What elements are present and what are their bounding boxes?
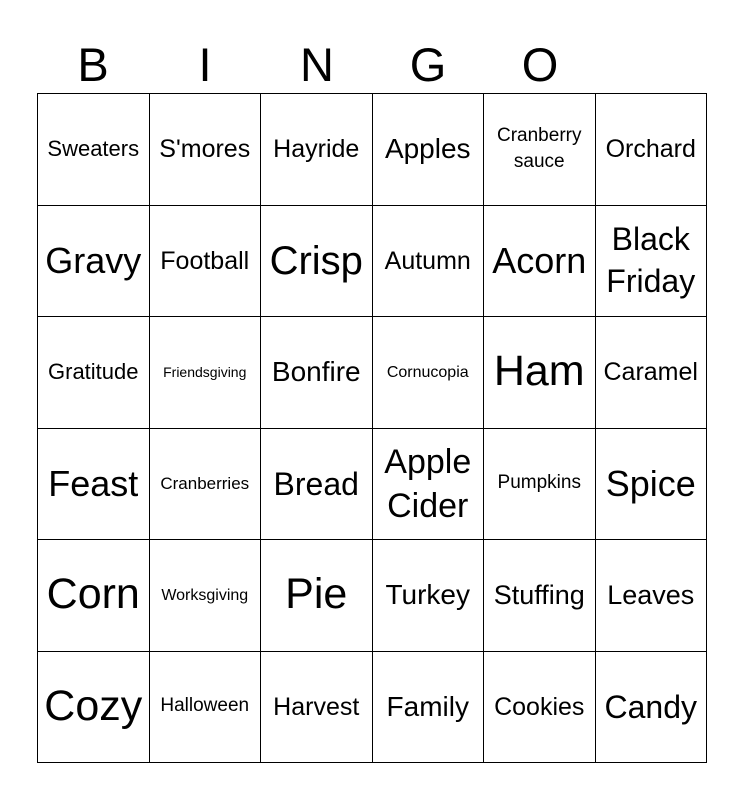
cell-label: Gratitude xyxy=(48,359,139,385)
cell-label: Bonfire xyxy=(271,356,361,388)
bingo-cell[interactable] xyxy=(261,429,373,541)
cell-label: Gravy xyxy=(45,240,142,282)
cell-label: Black Friday xyxy=(606,221,696,299)
bingo-cell[interactable] xyxy=(38,317,150,429)
bingo-cell[interactable] xyxy=(38,429,150,541)
bingo-cell[interactable] xyxy=(38,94,150,206)
cell-label: Football xyxy=(160,246,250,275)
bingo-cell[interactable] xyxy=(261,652,373,764)
cell-label: Cozy xyxy=(44,681,143,730)
bingo-cell[interactable] xyxy=(484,652,596,764)
cell-label: Turkey xyxy=(385,579,471,611)
cell-label: Friendsgiving xyxy=(163,363,247,380)
cell-label: Pumpkins xyxy=(497,472,581,494)
bingo-cell[interactable] xyxy=(150,206,262,318)
bingo-cell[interactable] xyxy=(484,94,596,206)
cell-label: Cranberries xyxy=(160,473,250,493)
bingo-cell[interactable] xyxy=(373,540,485,652)
bingo-cell[interactable] xyxy=(38,652,150,764)
bingo-cell[interactable] xyxy=(484,206,596,318)
cell-label: Feast xyxy=(48,463,139,505)
bingo-header xyxy=(37,36,707,94)
bingo-cell[interactable] xyxy=(373,206,485,318)
cell-label: Family xyxy=(386,690,469,722)
bingo-cell[interactable] xyxy=(261,540,373,652)
bingo-cell[interactable] xyxy=(596,317,708,429)
bingo-cell[interactable] xyxy=(596,206,708,318)
bingo-cell[interactable] xyxy=(373,317,485,429)
bingo-cell[interactable] xyxy=(150,540,262,652)
bingo-cell[interactable] xyxy=(596,540,708,652)
bingo-card-grid xyxy=(37,93,707,763)
header-letter-n: N xyxy=(300,38,334,91)
cell-label: Halloween xyxy=(160,695,250,717)
bingo-cell[interactable] xyxy=(373,94,485,206)
cell-label: Cornucopia xyxy=(386,363,469,381)
bingo-cell[interactable] xyxy=(38,540,150,652)
cell-label: Sweaters xyxy=(47,136,140,162)
cell-label: Pie xyxy=(285,570,348,619)
cell-label: Orchard xyxy=(605,135,696,164)
header-letter-i: I xyxy=(198,38,212,91)
cell-label: Worksgiving xyxy=(161,586,249,604)
cell-label: Stuffing xyxy=(493,580,585,611)
cell-label: Leaves xyxy=(607,580,695,611)
bingo-cell[interactable] xyxy=(484,429,596,541)
bingo-cell[interactable] xyxy=(261,206,373,318)
cell-label: Harvest xyxy=(273,692,360,721)
cell-label: Corn xyxy=(46,570,140,619)
cell-label: Candy xyxy=(604,688,697,725)
bingo-cell[interactable] xyxy=(150,652,262,764)
cell-label: Acorn xyxy=(492,240,587,282)
cell-label: S'mores xyxy=(159,135,251,164)
cell-label: Crisp xyxy=(269,238,363,283)
cell-label: Spice xyxy=(605,463,696,505)
cell-label: Cranberry sauce xyxy=(497,124,582,173)
bingo-cell[interactable] xyxy=(261,94,373,206)
bingo-cell[interactable] xyxy=(373,429,485,541)
bingo-cell[interactable] xyxy=(373,652,485,764)
header-letter-g: G xyxy=(409,38,447,91)
cell-label: Apple Cider xyxy=(384,442,472,525)
bingo-cell[interactable] xyxy=(484,540,596,652)
bingo-cell[interactable] xyxy=(261,317,373,429)
bingo-cell[interactable] xyxy=(596,652,708,764)
bingo-cell[interactable] xyxy=(150,317,262,429)
cell-label: Hayride xyxy=(273,135,360,164)
bingo-cell[interactable] xyxy=(150,94,262,206)
cell-label: Caramel xyxy=(603,358,698,387)
cell-label: Cookies xyxy=(494,692,585,721)
header-letter-b: B xyxy=(77,38,109,91)
cell-label: Autumn xyxy=(384,246,471,275)
cell-label: Ham xyxy=(493,347,585,396)
cell-label: Apples xyxy=(384,133,471,165)
bingo-cell[interactable] xyxy=(596,94,708,206)
bingo-cell[interactable] xyxy=(38,206,150,318)
header-letter-o: O xyxy=(521,38,559,91)
bingo-cell[interactable] xyxy=(150,429,262,541)
cell-label: Bread xyxy=(273,465,359,502)
bingo-cell[interactable] xyxy=(484,317,596,429)
bingo-cell[interactable] xyxy=(596,429,708,541)
